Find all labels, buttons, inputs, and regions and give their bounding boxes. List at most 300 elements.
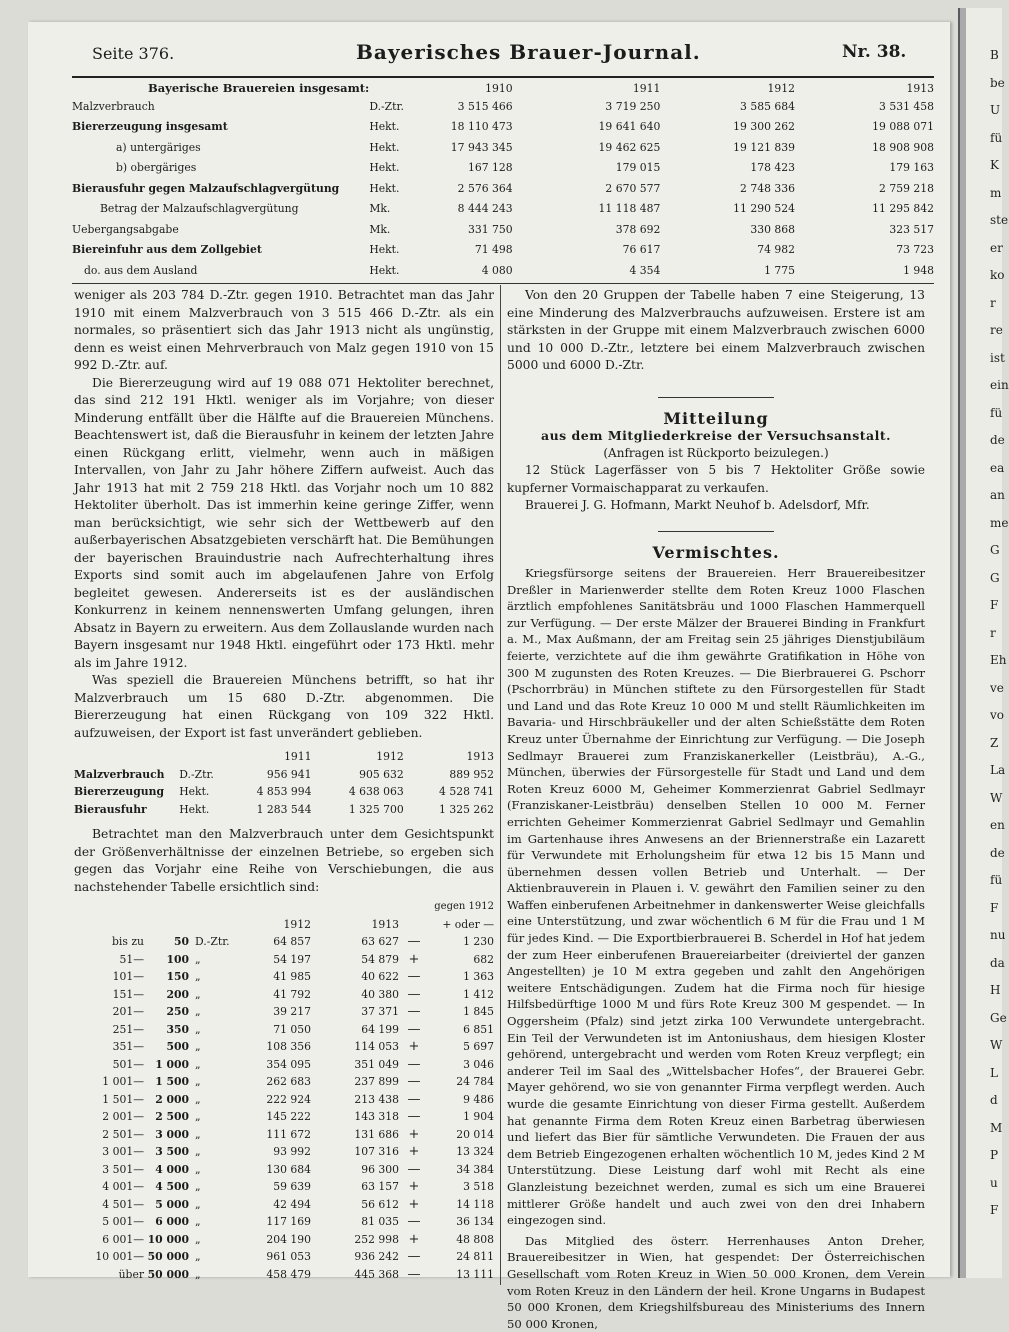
size-cell-diff: 13 324 [456,1145,494,1158]
size-row-to: 350 [166,1022,189,1036]
summary-cell: 1 775 [764,263,795,277]
size-row [74,1003,494,1021]
summary-row-label: Betrag der Malzaufschlagvergütung [100,202,299,216]
mitteilung-subtitle: aus dem Mitgliederkreise der Versuchsanstalt. [540,428,892,443]
size-cell-diff: 13 111 [456,1267,494,1281]
left-paragraph-3: Was speziell die Brauereien Münchens betrifft, so hat ihr Malzverbrauch um 15 680 D.-Ztr. abgenommen. Die Biererzeugung hat einen Rückgang von 109 322 Hktl. aufzuweisen, der Export ist fast unverändert geblieben. [74,673,494,740]
summary-row [72,260,934,281]
size-cell-1913: 64 199 [361,1022,399,1036]
journal-title: Bayerisches Brauer-Journal. [356,40,701,64]
summary-row-unit: Hekt. [369,243,400,257]
adjacent-page-fragment: u [990,1175,998,1190]
size-cell-diff: 682 [473,952,494,966]
size-row [74,1073,494,1091]
summary-cell: 179 015 [615,161,661,175]
summary-row-unit: Mk. [369,202,391,216]
size-row-to: 1 000 [155,1057,189,1071]
munich-year-3: 1913 [466,750,494,763]
size-cell-sign: — [407,986,421,1002]
summary-cell: 8 444 243 [457,202,513,216]
size-row-unit: „ [195,1197,201,1211]
size-cell-diff: 1 904 [463,1110,494,1123]
summary-cell: 18 110 473 [450,120,513,134]
size-cell-sign: + [408,1179,420,1194]
left-paragraph-1: weniger als 203 784 D.-Ztr. gegen 1910. Betrachtet man das Jahr 1910 mit einem Malzverbrauch von 3 515 466 D.-Ztr. als ein normales, so präsentiert sich das Jahr 1913 nicht als ungünstig, denn es weist einen Mehrverbrauch von Malz gegen 1910 von 15 992 D.-Ztr. auf. [74,288,494,372]
adjacent-page-fragment: r [990,295,996,310]
size-cell-sign: — [407,1056,421,1072]
size-row-to: 10 000 [147,1232,189,1246]
summary-row [72,137,934,158]
adjacent-page-fragment: ist [990,350,1005,365]
size-cell-1912: 222 924 [266,1092,311,1106]
adjacent-page-fragment: ea [990,460,1005,475]
size-cell-diff: 20 014 [456,1127,494,1141]
summary-row [72,96,934,117]
size-row [74,1266,494,1284]
munich-row [74,766,494,784]
munich-row-label: Biererzeugung [74,785,164,798]
summary-cell: 3 585 684 [740,99,795,113]
size-cell-diff: 5 697 [463,1040,494,1053]
size-cell-sign: — [407,1109,421,1124]
size-cell-1912: 458 479 [266,1267,311,1281]
summary-cell: 2 748 336 [740,181,795,195]
size-row-from: 101— [112,970,144,983]
size-row-unit: „ [195,1180,201,1193]
size-cell-diff: 48 808 [456,1232,494,1246]
summary-cell: 11 118 487 [598,202,661,216]
summary-cell: 11 290 524 [733,202,795,216]
issue-number: Nr. 38. [842,42,907,62]
adjacent-page-fragment: F [990,598,999,612]
size-header-diff-top: gegen 1912 [434,901,494,912]
size-cell-1913: 96 300 [361,1162,399,1176]
size-cell-1912: 117 169 [266,1215,311,1228]
adjacent-page-fragment: B [990,48,999,62]
adjacent-page-fragment: fü [990,873,1003,887]
size-cell-1912: 108 356 [266,1040,311,1053]
size-row-from: über [118,1267,144,1281]
size-cell-1912: 64 857 [273,935,311,948]
summary-cell: 76 617 [622,243,661,257]
size-row-from: 10 001— [95,1250,144,1263]
size-cell-1912: 59 639 [273,1180,311,1193]
adjacent-page-fragment: La [990,763,1006,777]
size-row-from: 51— [119,952,144,966]
munich-row-label: Bierausfuhr [74,802,147,816]
size-row-from: bis zu [112,935,144,948]
summary-year-1: 1910 [485,81,513,95]
size-row-from: 201— [112,1005,144,1018]
section-divider-1 [658,397,774,398]
adjacent-page-fragment: P [990,1148,999,1162]
size-row [74,1213,494,1231]
size-cell-diff: 36 134 [456,1215,494,1228]
size-row-to: 150 [166,970,189,983]
summary-bottom-rule [72,283,934,284]
left-paragraph-4: Betrachtet man den Malzverbrauch unter dem Gesichtspunkt der Größenverhältnisse der einzelnen Betriebe, so ergeben sich gegen das Vorjahr eine Reihe von Verschiebungen, die aus nachstehender Tabelle ersichtlich sind: [74,827,494,894]
summary-row-label: Biereinfuhr aus dem Zollgebiet [72,243,262,257]
size-cell-1912: 130 684 [266,1162,311,1176]
size-cell-diff: 1 412 [463,987,494,1001]
size-row-from: 6 001— [102,1232,144,1246]
size-row [74,1143,494,1161]
summary-cell: 19 641 640 [598,120,661,134]
page-gutter [960,8,966,1278]
size-cell-1913: 56 612 [361,1197,399,1211]
adjacent-page-fragment: fü [990,130,1003,145]
size-cell-1912: 111 672 [266,1127,311,1141]
vermischtes-title: Vermischtes. [652,542,780,562]
summary-cell: 19 121 839 [733,140,795,154]
size-cell-1912: 41 792 [273,987,311,1001]
size-row [74,1056,494,1074]
adjacent-page-strip [958,8,1009,1278]
summary-cell: 18 908 908 [872,140,934,154]
size-row-to: 4 000 [155,1162,189,1176]
size-cell-1912: 93 992 [273,1145,311,1158]
adjacent-page-fragment: L [990,1065,998,1080]
size-cell-1913: 54 879 [361,952,399,966]
adjacent-page-fragment: be [990,75,1005,90]
size-row-unit: „ [195,1022,201,1036]
size-cell-sign: — [407,934,421,949]
summary-cell: 4 354 [629,263,661,277]
size-row-to: 50 000 [147,1250,189,1263]
size-cell-1913: 40 380 [361,987,399,1001]
summary-cell: 74 982 [757,243,795,257]
adjacent-page-fragment: m [990,185,1002,200]
summary-cell: 178 423 [750,161,795,175]
page-header [60,36,920,70]
adjacent-page-fragment: G [990,543,1000,557]
munich-row-unit: Hekt. [179,802,210,816]
summary-cell: 71 498 [474,243,513,257]
size-cell-sign: — [407,1249,421,1264]
summary-row-label: Bierausfuhr gegen Malzaufschlagvergütung [72,181,340,195]
size-row-from: 2 501— [102,1127,144,1141]
summary-cell: 19 088 071 [872,120,934,134]
size-cell-1912: 41 985 [273,970,311,983]
size-cell-1913: 351 049 [354,1057,399,1071]
summary-cell: 19 300 262 [733,120,795,134]
size-row-unit: „ [195,987,201,1001]
size-row-to: 500 [166,1040,189,1053]
mitteilung-note: (Anfragen ist Rückporto beizulegen.) [603,445,829,460]
size-cell-1913: 114 053 [354,1040,399,1053]
summary-row-unit: Mk. [369,222,391,236]
size-row [74,1161,494,1179]
size-cell-1913: 252 998 [354,1232,399,1246]
size-row-to: 50 [173,935,189,948]
size-cell-sign: — [407,969,421,984]
size-cell-diff: 1 845 [463,1005,494,1018]
size-cell-sign: + [408,1126,420,1142]
size-row-unit: „ [195,1057,201,1071]
size-cell-diff: 1 363 [463,970,494,983]
summary-cell: 2 576 364 [457,181,513,195]
size-row-to: 1 500 [155,1075,189,1088]
summary-cell: 3 515 466 [457,99,513,113]
size-cell-diff: 1 230 [463,935,494,948]
adjacent-page-fragment: er [990,240,1003,255]
size-row-unit: „ [195,1267,201,1281]
size-row-from: 151— [112,987,144,1001]
size-header-1913: 1913 [371,917,399,931]
size-row-from: 3 001— [102,1145,144,1158]
munich-cell: 1 283 544 [256,802,312,816]
adjacent-page-fragment: d [990,1093,998,1107]
munich-row-unit: Hekt. [179,785,210,798]
size-cell-1913: 445 368 [354,1267,399,1281]
summary-year-2: 1911 [632,81,661,95]
size-cell-diff: 9 486 [463,1092,494,1106]
size-cell-1913: 63 157 [361,1180,399,1193]
adjacent-page-fragment: an [990,488,1005,502]
munich-year-1: 1911 [284,750,312,763]
size-cell-1912: 54 197 [273,952,311,966]
summary-row-label: Malzverbrauch [72,99,155,113]
size-row-from: 4 001— [102,1180,144,1193]
summary-table-block [72,80,934,281]
size-row-to: 200 [166,987,189,1001]
size-row-unit: „ [195,1040,201,1053]
size-row-to: 3 500 [155,1145,189,1158]
summary-year-4: 1913 [906,81,934,95]
adjacent-page-fragment: Ge [990,1010,1007,1025]
size-row-to: 2 000 [155,1092,189,1106]
adjacent-page-fragment: en [990,818,1005,832]
summary-row-unit: Hekt. [369,120,400,134]
summary-year-3: 1912 [767,81,795,95]
adjacent-page-fragment: U [990,103,1001,117]
size-cell-sign: — [407,1074,421,1089]
size-cell-1913: 143 318 [354,1110,399,1123]
size-row-to: 50 000 [147,1267,189,1281]
summary-row [72,178,934,199]
adjacent-page-fragment: K [990,158,999,172]
munich-year-2: 1912 [376,750,404,763]
munich-row-unit: D.-Ztr. [179,767,214,781]
size-header-1912: 1912 [283,917,311,931]
summary-table [72,80,934,281]
size-cell-1912: 262 683 [266,1075,311,1088]
adjacent-page-fragment: W [990,790,1003,805]
summary-row [72,117,934,138]
summary-row-label: Uebergangsabgabe [72,222,179,236]
size-cell-sign: + [408,1231,420,1247]
summary-cell: 2 670 577 [605,181,661,195]
summary-row [72,219,934,240]
adjacent-page-fragment: F [990,1203,999,1217]
summary-row-unit: Hekt. [369,161,400,175]
summary-row-label: b) obergäriges [116,161,197,175]
size-cell-diff: 24 784 [456,1075,494,1088]
size-cell-1912: 145 222 [266,1110,311,1123]
size-row [74,1091,494,1109]
adjacent-page-fragment: F [990,900,999,915]
column-divider [500,285,501,1285]
right-intro-paragraph: Von den 20 Gruppen der Tabelle haben 7 eine Steigerung, 13 eine Minderung des Malzverbrauchs aufzuweisen. Erstere ist am stärksten in der Gruppe mit einem Malzverbrauch zwischen 6000 und 10 000 D.-Ztr., letztere bei einem Malzverbrauch zwischen 5000 und 6000 D.-Ztr. [507,288,925,372]
size-row-to: 100 [166,952,189,966]
adjacent-page-fragment: de [990,433,1005,447]
header-rule [72,76,934,78]
adjacent-page-fragment: ste [990,213,1009,227]
munich-cell: 889 952 [449,767,494,781]
adjacent-page-fragment: Eh [990,653,1007,667]
vermischtes-paragraph-1: Kriegsfürsorge seitens der Brauereien. Herr Brauereibesitzer Dreßler in Marienwerder stellte dem Roten Kreuz 1000 Flaschen ärztlich empfohlenes Sanitätsbräu und 1000 Flaschen Hammerquell zur Verfügung. — Der erste Mälzer der Brauerei Binding in Frankfurt a. M., Max Außmann, der am Freitag sein 25 jähriges Dienstjubiläum feierte, verzichtete auf die ihm gewährte Gratifikation in Höhe von 300 M zugunsten des Roten Kreuzes. — Die Bierbrauerei G. Pschorr (Pschorrbräu) in München stiftete zu den Fürsorgestellen für Stadt und Land und das Rote Kreuz 10 000 M und stellt Räumlichkeiten im Bavaria- und Hirschbräukeller und der alten Schießstätte dem Roten Kreuz unter Übernahme der Einrichtung zur Verfügung. — Die Joseph Sedlmayr Brauerei zum Franziskanerkeller (Leistbräu), A.-G., München, überwies der Fürsorgestelle für Stadt und Land und dem Roten Kreuz 6000 M, Geheimer Kommerzienrat Gabriel Sedlmayr (Franziskaner-Leistbräu) denselben Stellen 10 000 M. Ferner errichten Geheimer Kommerzienrat Gabriel Sedlmayr und Gemahlin im Gartenhause ihres Anwesens an der Briennerstraße ein Lazarett für Verwundete mit Erholungsheim für etwa 12 bis 15 Mann und übernehmen dessen vollen Betrieb und Unterhalt. — Der Aktienbrauverein in Plauen i. V. gewährt den Familien seiner zu den Waffen einberufenen Arbeitnehmer in dankenswerter Weise gleichfalls eine Unterstützung, und zwar wöchentlich 6 M für die Frau und 1 M für jedes Kind. — Die Exportbierbrauerei B. Scherdel in Hof hat jedem der zum Heer einberufenen Brauereiarbeiter (dreiviertel der ganzen Angestellten) je 10 M extra gegeben und zahlt den Angehörigen weitere Entschädigungen. Zudem hat die Firma noch für hiesige Hilfsbedürftige 1000 M und fürs Rote Kreuz 300 M gespendet. — In Oggersheim (Pfalz) sind jetzt zirka 100 Verwundete untergebracht. Ein Teil der Verwundeten ist im Antoniushaus, dem hiesigen Kloster gehörend, untergebracht und werden vom Roten Kreuz verpflegt; ein anderer Teil im Saal des „Wittelsbacher Hofes“, der Brauerei Gebr. Mayer gehörend, wo sie von genannter Firma verpflegt werden. Auch wurde die gesamte Einrichtung von dieser Firma gestellt. Außerdem hat genannte Firma dem Roten Kreuz einen Barbetrag überwiesen und liefert das Bier für sämtliche Verwundeten. Die Frauen der aus dem Betrieb Eingezogenen erhalten wöchentlich 10 M, jedes Kind 2 M Unterstützung. Diese Leistung darf wohl mit Recht als eine Glanzleistung bezeichnet werden, zumal es sich um eine Brauerei mittlerer Größe handelt und auch zwei von den drei Inhabern eingezogen sind. [507,566,925,1228]
mitteilung-signature: Brauerei J. G. Hofmann, Markt Neuhof b. Adelsdorf, Mfr. [525,498,870,512]
size-row-to: 250 [166,1005,189,1018]
size-row-from: 1 001— [102,1075,144,1088]
summary-row-unit: Hekt. [369,140,400,154]
adjacent-page-fragment: da [990,955,1005,970]
summary-row [72,199,934,220]
size-cell-1912: 354 095 [266,1057,311,1071]
size-cell-diff: 14 118 [456,1197,494,1211]
summary-row-unit: D.-Ztr. [369,99,404,113]
size-cell-1912: 961 053 [266,1250,311,1263]
summary-cell: 3 719 250 [605,99,661,113]
size-row-unit: „ [195,1005,201,1018]
size-row [74,986,494,1004]
size-row-to: 4 500 [155,1180,189,1193]
size-cell-sign: + [408,1039,420,1054]
summary-cell: 2 759 218 [879,181,934,195]
munich-cell: 1 325 262 [439,802,494,816]
munich-row-label: Malzverbrauch [74,767,165,781]
size-cell-1913: 131 686 [354,1127,399,1141]
size-row [74,933,494,951]
size-table [74,898,494,1283]
size-cell-diff: 3 046 [463,1057,494,1071]
summary-cell: 1 948 [903,263,934,277]
size-cell-1913: 37 371 [361,1005,399,1018]
summary-row [72,240,934,261]
size-row-unit: „ [195,1250,201,1263]
size-row-to: 5 000 [155,1197,189,1211]
adjacent-page-fragment: ve [990,680,1004,695]
size-cell-1913: 40 622 [361,970,399,983]
size-cell-1913: 63 627 [361,935,399,948]
size-row-from: 1 501— [102,1092,144,1106]
adjacent-page-fragment: M [990,1120,1003,1135]
summary-caption: Bayerische Brauereien insgesamt: [148,81,370,95]
adjacent-page-fragment: Z [990,735,999,750]
munich-cell: 1 325 700 [348,802,404,816]
size-row-from: 501— [112,1057,144,1071]
size-row-unit: „ [195,1162,201,1176]
size-cell-sign: + [408,1144,420,1159]
size-cell-sign: + [408,951,420,967]
adjacent-page-fragment: r [990,625,996,640]
size-cell-1913: 213 438 [354,1092,399,1106]
size-row-to: 2 500 [155,1110,189,1123]
size-row [74,968,494,986]
size-row-from: 5 001— [102,1215,144,1228]
size-row-unit: „ [195,970,201,983]
munich-row [74,783,494,801]
adjacent-page-fragment: me [990,515,1009,530]
size-row-unit: „ [195,1145,201,1158]
size-row [74,1248,494,1266]
section-divider-2 [658,531,774,532]
adjacent-page-fragment: ko [990,268,1005,282]
summary-cell: 4 080 [481,263,513,277]
size-cell-1912: 71 050 [273,1022,311,1036]
size-row-unit: „ [195,1127,201,1141]
size-cell-sign: — [407,1214,421,1229]
size-row [74,1126,494,1144]
mitteilung-text: 12 Stück Lagerfässer von 5 bis 7 Hektoliter Größe sowie kupferner Vormaischapparat zu verkaufen. [507,463,925,495]
size-row-unit: „ [195,1092,201,1106]
size-row-from: 251— [112,1022,144,1036]
size-cell-diff: 24 811 [456,1250,494,1263]
size-cell-sign: — [407,1266,421,1282]
size-row [74,1038,494,1056]
adjacent-page-fragment: nu [990,928,1006,942]
adjacent-page-fragment: re [990,323,1003,337]
summary-cell: 19 462 625 [598,140,661,154]
size-cell-sign: + [408,1196,420,1212]
size-row-from: 351— [112,1040,144,1053]
adjacent-page-fragment: vo [990,708,1005,722]
size-cell-1913: 936 242 [354,1250,399,1263]
summary-row-unit: Hekt. [369,181,400,195]
summary-cell: 378 692 [615,222,661,236]
size-row [74,951,494,969]
size-row-unit: „ [195,1110,201,1123]
munich-cell: 905 632 [359,767,404,781]
summary-cell: 330 868 [750,222,795,236]
size-row [74,1021,494,1039]
summary-cell: 323 517 [889,222,934,236]
summary-row-unit: Hekt. [369,263,400,277]
size-cell-diff: 3 518 [463,1180,494,1193]
page-number: Seite 376. [92,44,175,63]
summary-row [72,158,934,179]
summary-cell: 167 128 [467,161,513,175]
summary-cell: 3 531 458 [879,99,934,113]
size-row-unit: „ [195,1232,201,1246]
size-row-from: 2 001— [102,1110,144,1123]
size-row [74,1231,494,1249]
size-cell-diff: 6 851 [463,1022,494,1036]
munich-table [74,748,494,818]
size-cell-diff: 34 384 [456,1162,494,1176]
adjacent-page-fragment: fü [990,405,1003,420]
size-cell-1912: 204 190 [266,1232,311,1246]
size-cell-1912: 39 217 [273,1005,311,1018]
size-row-to: 6 000 [155,1215,189,1228]
size-cell-1913: 107 316 [354,1145,399,1158]
summary-row-label: Biererzeugung insgesamt [72,120,228,134]
munich-cell: 4 638 063 [348,785,404,798]
size-row-unit: „ [195,952,201,966]
munich-cell: 956 941 [266,767,312,781]
adjacent-page-fragment: H [990,983,1001,997]
size-cell-1912: 42 494 [273,1197,311,1211]
summary-cell: 179 163 [889,161,934,175]
size-row [74,1108,494,1126]
munich-cell: 4 853 994 [256,785,312,798]
adjacent-page-fragment: de [990,845,1005,860]
left-paragraph-2: Die Biererzeugung wird auf 19 088 071 Hektoliter berechnet, das sind 212 191 Hktl. weniger als im Vorjahre; von dieser Minderung entfällt über die Hälfte auf die Brauereien Münchens. Beachtenswert ist, daß die Bierausfuhr in keinem der letzten Jahre einen Rückgang erlitt, vielmehr, wenn auch in mäßigen Intervallen, von Jahr zu Jahr höhere Ziffern aufweist. Auch das Jahr 1913 hat mit 2 759 218 Hktl. das Vorjahr noch um 10 882 Hektoliter überholt. Das ist immerhin keine geringe Ziffer, wenn man berücksichtigt, wie sehr sich der Wettbewerb auf den außerbayerischen Absatzgebieten verschärft hat. Die Bemühungen der bayerischen Brauindustrie nach Aufrechterhaltung ihres Exports sind somit auch im abgelaufenen Jahre von Erfolg begleitet gewesen. Andererseits ist es der ausländischen Konkurrenz in keinem nennenswerten Umfang gelungen, ihren Absatz in Bayern zu erweitern. Aus dem Zollauslande wurden nach Bayern insgesamt nur 1948 Hktl. eingeführt oder 173 Hktl. mehr als im Jahre 1912. [74,375,494,670]
size-row-unit: D.-Ztr. [195,935,230,948]
vermischtes-paragraph-2: Das Mitglied des österr. Herrenhauses Anton Dreher, Brauereibesitzer in Wien, hat gespendet: Der Österreichischen Gesellschaft vom Roten Kreuz in Wien 50 000 Kronen, dem Verein vom Roten Kreuz in den Ländern der heil. Krone Ungarns in Budapest 50 000 Kronen, dem Kriegshilfsbureau des Ministeriums des Innern 50 000 Kronen, [507,1233,925,1331]
size-cell-sign: — [407,1161,421,1177]
size-cell-sign: — [407,1004,421,1019]
